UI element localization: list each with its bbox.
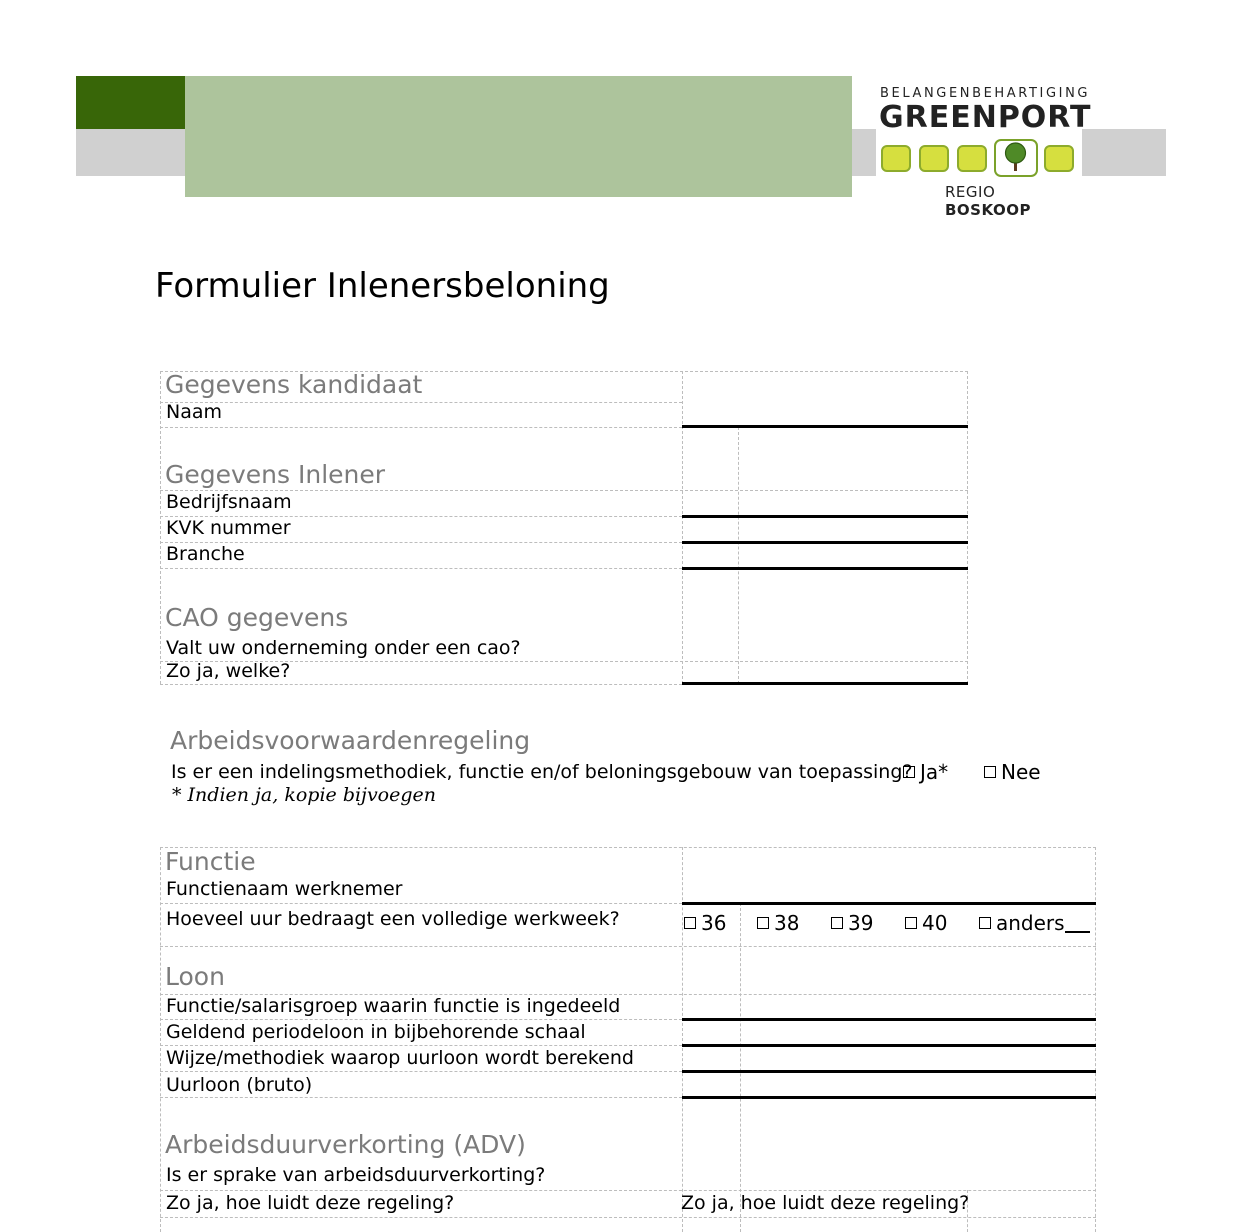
checkbox-hours-39[interactable]: 39 <box>831 911 873 935</box>
label-periodeloon: Geldend periodeloon in bijbehorende schaal <box>166 1021 586 1043</box>
label-kvk: KVK nummer <box>166 517 291 539</box>
label-adv-question: Is er sprake van arbeidsduurverkorting? <box>166 1164 546 1186</box>
logo-square-3 <box>957 145 987 172</box>
greenport-logo <box>876 80 1092 219</box>
checkbox-hours-36[interactable]: 36 <box>684 911 726 935</box>
label-methodiek: Wijze/methodiek waarop uurloon wordt berekend <box>166 1047 634 1069</box>
label-adv-regeling-right: Zo ja, hoe luidt deze regeling? <box>681 1192 970 1214</box>
checkbox-icon <box>831 917 843 929</box>
checkbox-icon <box>984 766 996 778</box>
page-title: Formulier Inlenersbeloning <box>155 266 610 306</box>
checkbox-icon <box>979 917 991 929</box>
naam-input-line[interactable] <box>682 425 968 428</box>
checkbox-hours-40[interactable]: 40 <box>905 911 947 935</box>
anders-input-line[interactable] <box>1065 931 1090 933</box>
section-heading-kandidaat: Gegevens kandidaat <box>165 370 423 399</box>
section-heading-cao: CAO gegevens <box>165 603 349 632</box>
banner-light-block <box>185 76 852 197</box>
checkbox-hours-38[interactable]: 38 <box>757 911 799 935</box>
logo-square-1 <box>881 145 911 172</box>
label-bedrijfsnaam: Bedrijfsnaam <box>166 491 292 513</box>
logo-square-4 <box>1044 145 1074 172</box>
note-kopie-bijvoegen: * Indien ja, kopie bijvoegen <box>172 784 437 806</box>
logo-regio-text: REGIO BOSKOOP <box>945 183 1031 219</box>
logo-tree-icon <box>994 139 1038 177</box>
label-cao-question: Valt uw onderneming onder een cao? <box>166 637 521 659</box>
label-branche: Branche <box>166 543 245 565</box>
bedrijfsnaam-input-line[interactable] <box>682 515 968 518</box>
logo-square-2 <box>919 145 949 172</box>
label-uurloon: Uurloon (bruto) <box>166 1074 313 1096</box>
section-heading-inlener: Gegevens Inlener <box>165 460 386 489</box>
cao-welke-input-line[interactable] <box>682 682 968 685</box>
uurloon-input-line[interactable] <box>682 1070 1096 1073</box>
section-heading-regeling: Arbeidsvoorwaardenregeling <box>170 726 531 755</box>
label-regeling-question: Is er een indelingsmethodiek, functie en/of beloningsgebouw van toepassing? <box>171 761 913 783</box>
label-naam: Naam <box>166 401 223 423</box>
banner-grey-right <box>1082 129 1166 176</box>
section-heading-functie: Functie <box>165 847 256 876</box>
label-adv-regeling: Zo ja, hoe luidt deze regeling? <box>166 1192 455 1214</box>
logo-top-text: BELANGENBEHARTIGING <box>880 86 1091 101</box>
checkbox-ja[interactable]: Ja* <box>903 760 948 784</box>
checkbox-icon <box>903 766 915 778</box>
checkbox-icon <box>684 917 696 929</box>
label-functienaam: Functienaam werknemer <box>166 878 403 900</box>
methodiek-input-line[interactable] <box>682 1044 1096 1047</box>
periodeloon-input-line[interactable] <box>682 1018 1096 1021</box>
functienaam-input-line[interactable] <box>682 902 1096 905</box>
checkbox-nee[interactable]: Nee <box>984 760 1041 784</box>
label-salarisgroep: Functie/salarisgroep waarin functie is ingedeeld <box>166 995 621 1017</box>
section-heading-adv: Arbeidsduurverkorting (ADV) <box>165 1130 526 1159</box>
checkbox-icon <box>757 917 769 929</box>
uurloon-bottom-line[interactable] <box>682 1096 1096 1099</box>
checkbox-hours-anders[interactable]: anders <box>979 911 1065 935</box>
logo-main-text: GREENPORT <box>879 100 1092 135</box>
kvk-input-line[interactable] <box>682 541 968 544</box>
label-werkweek-question: Hoeveel uur bedraagt een volledige werkweek? <box>166 908 620 930</box>
label-cao-welke: Zo ja, welke? <box>166 660 291 682</box>
checkbox-icon <box>905 917 917 929</box>
section-heading-loon: Loon <box>165 962 225 991</box>
branche-input-line[interactable] <box>682 567 968 570</box>
